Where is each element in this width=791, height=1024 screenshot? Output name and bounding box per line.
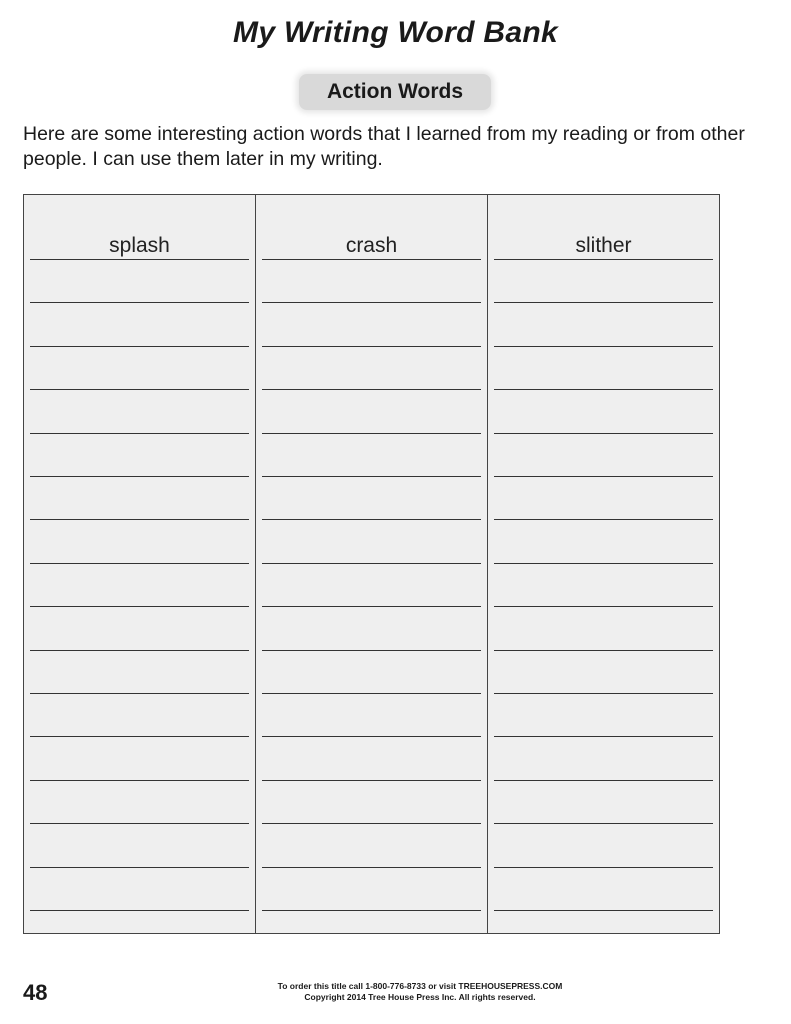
action-word: slither (575, 234, 632, 257)
footer-copyright: Copyright 2014 Tree House Press Inc. All rights reserved. (304, 992, 536, 1002)
writing-line (30, 823, 249, 824)
writing-line (262, 606, 481, 607)
writing-line (494, 606, 713, 607)
intro-text: Here are some interesting action words that I learned from my reading or from other people. I can use them later in my writing. (23, 123, 745, 170)
writing-line (30, 259, 249, 260)
writing-line (30, 346, 249, 347)
writing-line (262, 259, 481, 260)
page-number: 48 (23, 980, 48, 1005)
writing-line (262, 910, 481, 911)
writing-line (494, 823, 713, 824)
footer-order-line: To order this title call 1-800-776-8733 or visit TREEHOUSEPRESS.COM (277, 981, 563, 991)
writing-line (30, 910, 249, 911)
writing-line (494, 780, 713, 781)
writing-line (262, 563, 481, 564)
writing-line (262, 476, 481, 477)
writing-line (30, 736, 249, 737)
writing-line (494, 433, 713, 434)
writing-line (30, 606, 249, 607)
writing-line (262, 519, 481, 520)
writing-line (262, 302, 481, 303)
writing-line (30, 476, 249, 477)
writing-line (30, 433, 249, 434)
writing-line (262, 867, 481, 868)
writing-line (262, 823, 481, 824)
writing-line (494, 736, 713, 737)
writing-line (262, 780, 481, 781)
writing-line (494, 476, 713, 477)
writing-line (262, 650, 481, 651)
word-column-1 (24, 195, 255, 933)
writing-line (30, 867, 249, 868)
writing-line (262, 736, 481, 737)
writing-line (30, 519, 249, 520)
writing-line (494, 693, 713, 694)
writing-line (30, 302, 249, 303)
writing-line (30, 563, 249, 564)
section-label: Action Words (299, 74, 491, 110)
writing-line (262, 389, 481, 390)
word-bank-table (23, 194, 720, 934)
writing-line (30, 650, 249, 651)
writing-line (494, 867, 713, 868)
writing-line (494, 389, 713, 390)
word-column-2 (255, 195, 487, 933)
writing-line (494, 563, 713, 564)
writing-line (262, 693, 481, 694)
writing-line (30, 780, 249, 781)
page-title: My Writing Word Bank (233, 16, 558, 49)
writing-line (494, 259, 713, 260)
writing-line (494, 910, 713, 911)
writing-line (494, 302, 713, 303)
writing-line (30, 389, 249, 390)
writing-line (262, 433, 481, 434)
action-word: splash (109, 234, 170, 257)
writing-line (494, 346, 713, 347)
writing-line (494, 650, 713, 651)
word-column-3 (487, 195, 719, 933)
action-word: crash (345, 234, 398, 257)
writing-line (494, 519, 713, 520)
writing-line (30, 693, 249, 694)
writing-line (262, 346, 481, 347)
footer (200, 981, 640, 1003)
